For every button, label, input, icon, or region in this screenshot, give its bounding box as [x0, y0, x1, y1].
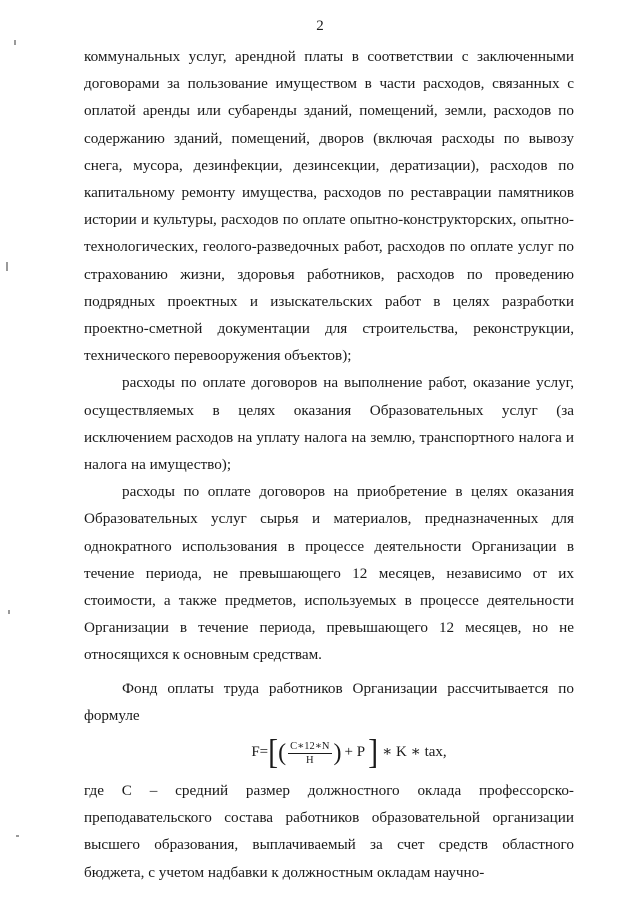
page-number: 2	[316, 18, 324, 34]
formula-bracket-open: [	[268, 733, 279, 772]
scan-mark	[8, 610, 10, 614]
document-body	[84, 43, 574, 886]
scan-mark	[14, 40, 16, 45]
scan-mark	[16, 835, 19, 837]
formula-denominator: H	[306, 754, 314, 766]
formula-lhs: F=	[251, 744, 269, 761]
formula-bracket-close: ]	[368, 733, 379, 772]
paragraph-wage-fund: Фонд оплаты труда работников Организации рассчитывается по формуле	[84, 679, 574, 724]
wage-fund-formula	[84, 729, 574, 777]
paragraph-services-contracts: расходы по оплате договоров на выполнение работ, оказание услуг, осуществляемых в целях оказания Образовательных услуг (за исключением расходов на уплату налога на землю, транспортного налога и налога на имущество);	[84, 374, 574, 474]
formula-tail: ∗ K ∗ tax,	[382, 744, 447, 761]
paragraph-continued: коммунальных услуг, арендной платы в соответствии с заключенными договорами за пользование имуществом в части расходов, связанных с оплатой аренды или субаренды зданий, помещений, земли, расходов по содержанию зданий, помещений, дворов (включая расходы по вывозу снега, мусора, дезинфекции, дезинсекции, дератизации), расходов по капитальному ремонту имущества, расходов по реставрации памятников истории и культуры, расходов по оплате опытно-конструкторских, опытно-технологических, геолого-разведочных работ, расходов по оплате услуг по страхованию жизни, здоровья работников, расходов по проведению подрядных проектных и изыскательских работ в целях разработки проектно-сметной документации для строительства, реконструкции, технического перевооружения объектов);	[84, 48, 574, 365]
formula-numerator: C∗12∗N	[290, 740, 330, 752]
formula-paren-close: )	[333, 740, 342, 767]
scan-mark	[6, 262, 8, 271]
formula-fraction	[288, 740, 331, 767]
paragraph-materials: расходы по оплате договоров на приобретение в целях оказания Образовательных услуг сырья и материалов, предназначенных для однократного использования в процессе деятельности Организации в течение периода, не превышающего 12 месяцев, независимо от их стоимости, а также предметов, используемых в процессе деятельности Организации в течение периода, превышающего 12 месяцев, но не относящихся к основным средствам.	[84, 483, 574, 664]
formula-plus-p: + P	[344, 744, 366, 761]
formula-paren-open: (	[278, 740, 287, 767]
paragraph-definition: где С – средний размер должностного оклада профессорско-преподавательского состава работников образовательной организации высшего образования, выплачиваемый за счет средств областного бюджета, с учетом надбавки к должностным окладам научно-	[84, 782, 574, 881]
